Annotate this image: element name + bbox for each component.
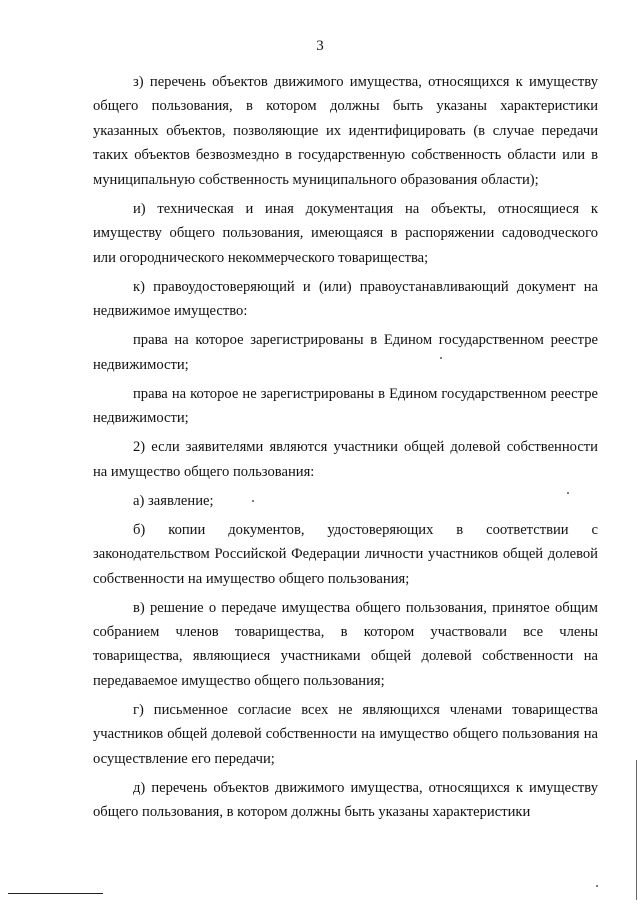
paragraph-2: 2) если заявителями являются участники общей долевой собственности на имущество общего пользования: bbox=[93, 439, 598, 480]
scan-speck bbox=[440, 357, 442, 359]
document-body bbox=[93, 70, 598, 829]
paragraph-k-unregistered: права на которое не зарегистрированы в Едином государственном реестре недвижимости; bbox=[93, 385, 598, 427]
paragraph-k: к) правоудостоверяющий и (или) правоустанавливающий документ на недвижимое имущество: bbox=[93, 278, 598, 320]
paragraph-b: б) копии документов, удостоверяющих в соответствии с законодательством Российской Федерации личности участников общей долевой собственности на имущество общего пользования; bbox=[93, 521, 598, 587]
footnote-separator-line bbox=[8, 893, 103, 894]
paragraph-g: г) письменное согласие всех не являющихся членами товарищества участников общей долевой собственности на имущество общего пользования на осуществление его передачи; bbox=[93, 701, 598, 767]
paragraph-d: д) перечень объектов движимого имущества, относящихся к имуществу общего пользования, в котором должны быть указаны характеристики bbox=[93, 779, 598, 821]
scan-speck bbox=[252, 500, 254, 502]
page-number: 3 bbox=[316, 38, 324, 54]
paragraph-i: и) техническая и иная документация на объекты, относящиеся к имуществу общего пользования, имеющаяся в распоряжении садоводческого или огороднического некоммерческого товарищества; bbox=[93, 200, 598, 266]
scan-edge-line bbox=[636, 760, 637, 900]
scan-speck bbox=[596, 885, 598, 887]
paragraph-a: а) заявление; bbox=[133, 492, 214, 509]
paragraph-z: з) перечень объектов движимого имущества, относящихся к имуществу общего пользования, в котором должны быть указаны характеристики указанных объектов, позволяющие их идентифицировать (в случае передачи таких объектов безвозмездно в государственную собственность области или в муниципальную собственность муниципального образования области); bbox=[93, 74, 598, 188]
scan-speck bbox=[567, 492, 569, 494]
paragraph-k-registered: права на которое зарегистрированы в Едином государственном реестре недвижимости; bbox=[93, 332, 598, 373]
paragraph-v: в) решение о передаче имущества общего пользования, принятое общим собранием членов товарищества, в котором участвовали все члены товарищества, являющиеся участниками общей долевой собственности на передаваемое имущество общего пользования; bbox=[93, 599, 598, 689]
